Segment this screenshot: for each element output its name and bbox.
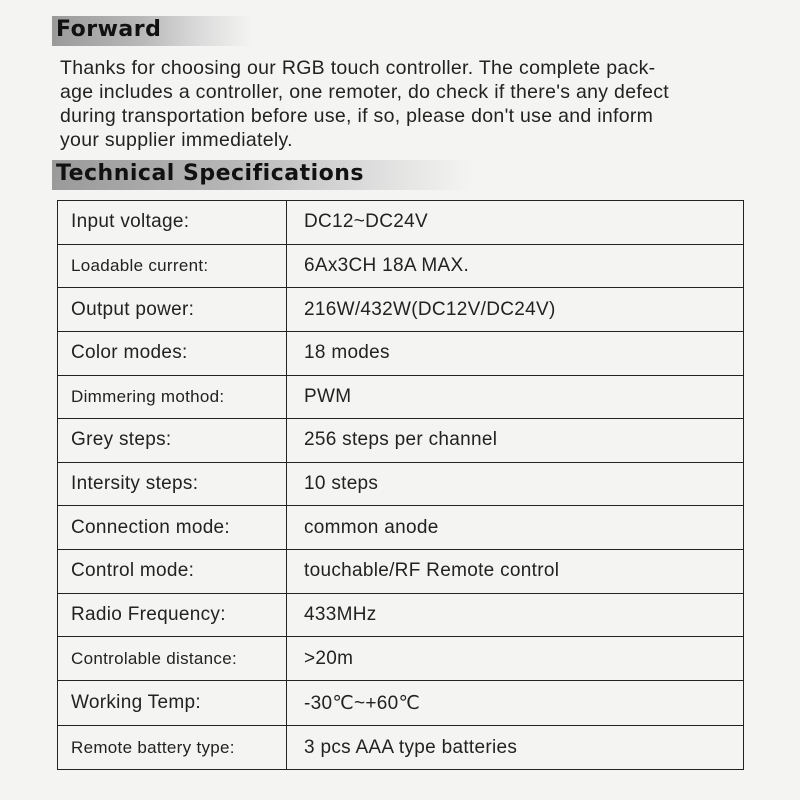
table-row [58, 506, 744, 550]
spec-value: 433MHz [287, 593, 744, 637]
spec-value: DC12~DC24V [287, 201, 744, 245]
specs-heading: Technical Specifications [56, 161, 365, 186]
spec-label: Input voltage: [58, 201, 287, 245]
table-row [58, 419, 744, 463]
table-row [58, 550, 744, 594]
forward-line: age includes a controller, one remoter, do check if there's any defect [60, 81, 669, 103]
spec-label: Connection mode: [58, 506, 287, 550]
spec-value: 10 steps [287, 462, 744, 506]
spec-label: Controlable distance: [58, 637, 287, 681]
spec-value: 216W/432W(DC12V/DC24V) [287, 288, 744, 332]
forward-paragraph [60, 56, 760, 152]
table-row [58, 462, 744, 506]
table-row [58, 288, 744, 332]
table-row [58, 375, 744, 419]
table-row [58, 680, 744, 725]
forward-heading-bar [52, 16, 252, 46]
forward-line: your supplier immediately. [60, 129, 293, 151]
spec-label: Radio Frequency: [58, 593, 287, 637]
forward-line: during transportation before use, if so, please don't use and inform [60, 105, 654, 127]
table-row [58, 726, 744, 770]
table-row [58, 593, 744, 637]
table-row [58, 201, 744, 245]
spec-label: Intersity steps: [58, 462, 287, 506]
spec-value: PWM [287, 375, 744, 419]
specs-heading-bar [52, 160, 472, 190]
spec-label: Loadable current: [58, 244, 287, 288]
spec-value: >20m [287, 637, 744, 681]
spec-label: Control mode: [58, 550, 287, 594]
spec-label: Grey steps: [58, 419, 287, 463]
spec-label: Working Temp: [58, 680, 287, 725]
spec-label: Output power: [58, 288, 287, 332]
spec-value: -30℃~+60℃ [287, 680, 744, 725]
specs-table [57, 200, 744, 770]
spec-value: 6Ax3CH 18A MAX. [287, 244, 744, 288]
table-row [58, 244, 744, 288]
spec-value: touchable/RF Remote control [287, 550, 744, 594]
spec-value: 18 modes [287, 331, 744, 375]
spec-label: Color modes: [58, 331, 287, 375]
table-row [58, 637, 744, 681]
spec-label: Remote battery type: [58, 726, 287, 770]
forward-line: Thanks for choosing our RGB touch controller. The complete pack- [60, 57, 656, 79]
spec-label: Dimmering mothod: [58, 375, 287, 419]
forward-heading: Forward [56, 17, 162, 42]
table-row [58, 331, 744, 375]
spec-value: 3 pcs AAA type batteries [287, 726, 744, 770]
spec-value: 256 steps per channel [287, 419, 744, 463]
spec-value: common anode [287, 506, 744, 550]
